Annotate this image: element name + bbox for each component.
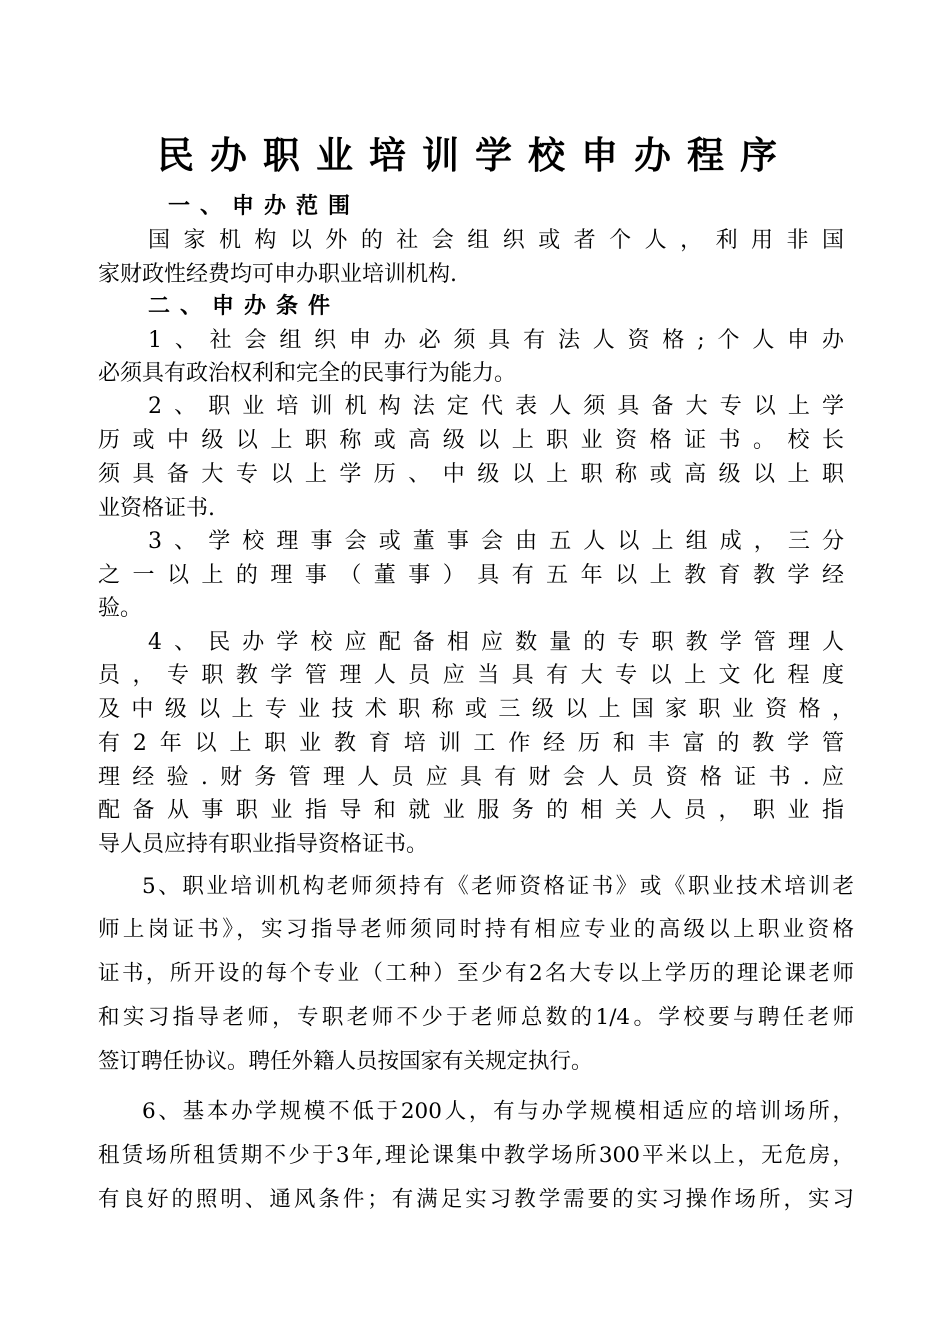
paragraph-line: 国家机构以外的社会组织或者个人，利用非国: [148, 228, 844, 253]
paragraph-line: 有良好的照明、通风条件；有满足实习教学需要的实习操作场所，实习: [98, 1187, 854, 1212]
paragraph-line: 3、学校理事会或董事会由五人以上组成，三分: [148, 529, 844, 554]
paragraph-line: 员，专职教学管理人员应当具有大专以上文化程度: [98, 663, 844, 688]
paragraph-line: 历或中级以上职称或高级以上职业资格证书。校长: [98, 428, 844, 453]
paragraph-line: 配备从事职业指导和就业服务的相关人员，职业指: [98, 798, 844, 823]
paragraph-line: 理经验.财务管理人员应具有财会人员资格证书.应: [98, 765, 844, 790]
paragraph-line: 导人员应持有职业指导资格证书。: [98, 832, 429, 857]
paragraph-line: 签订聘任协议。聘任外籍人员按国家有关规定执行。: [98, 1049, 593, 1074]
paragraph-line: 家财政性经费均可申办职业培训机构.: [98, 262, 457, 287]
paragraph-line: 租赁场所租赁期不少于3年,理论课集中教学场所300平米以上，无危房，: [98, 1143, 854, 1168]
paragraph-line: 之一以上的理事（董事）具有五年以上教育教学经: [98, 563, 844, 588]
section-heading-conditions: 二、申办条件: [148, 294, 341, 319]
paragraph-line: 4、民办学校应配备相应数量的专职教学管理人: [148, 630, 844, 655]
paragraph-line: 必须具有政治权利和完全的民事行为能力。: [98, 361, 517, 386]
paragraph-line: 5、职业培训机构老师须持有《老师资格证书》或《职业技术培训老: [142, 874, 854, 899]
paragraph-line: 有2年以上职业教育培训工作经历和丰富的教学管: [98, 731, 844, 756]
paragraph-line: 及中级以上专业技术职称或三级以上国家职业资格，: [98, 697, 854, 722]
paragraph-line: 师上岗证书》，实习指导老师须同时持有相应专业的高级以上职业资格: [98, 917, 854, 942]
section-heading-scope: 一、申办范围: [168, 194, 361, 219]
paragraph-line: 证书，所开设的每个专业（工种）至少有2名大专以上学历的理论课老师: [98, 961, 854, 986]
paragraph-line: 和实习指导老师，专职老师不少于老师总数的1/4。学校要与聘任老师: [98, 1005, 854, 1030]
paragraph-line: 验。: [98, 596, 143, 621]
document-title: 民办职业培训学校申办程序: [157, 134, 793, 177]
paragraph-line: 须具备大专以上学历、中级以上职称或高级以上职: [98, 462, 844, 487]
paragraph-line: 2、职业培训机构法定代表人须具备大专以上学: [148, 394, 844, 419]
paragraph-line: 6、基本办学规模不低于200人，有与办学规模相适应的培训场所，: [142, 1099, 854, 1124]
paragraph-line: 业资格证书.: [98, 496, 215, 521]
paragraph-line: 1、社会组织申办必须具有法人资格;个人申办: [148, 328, 844, 353]
